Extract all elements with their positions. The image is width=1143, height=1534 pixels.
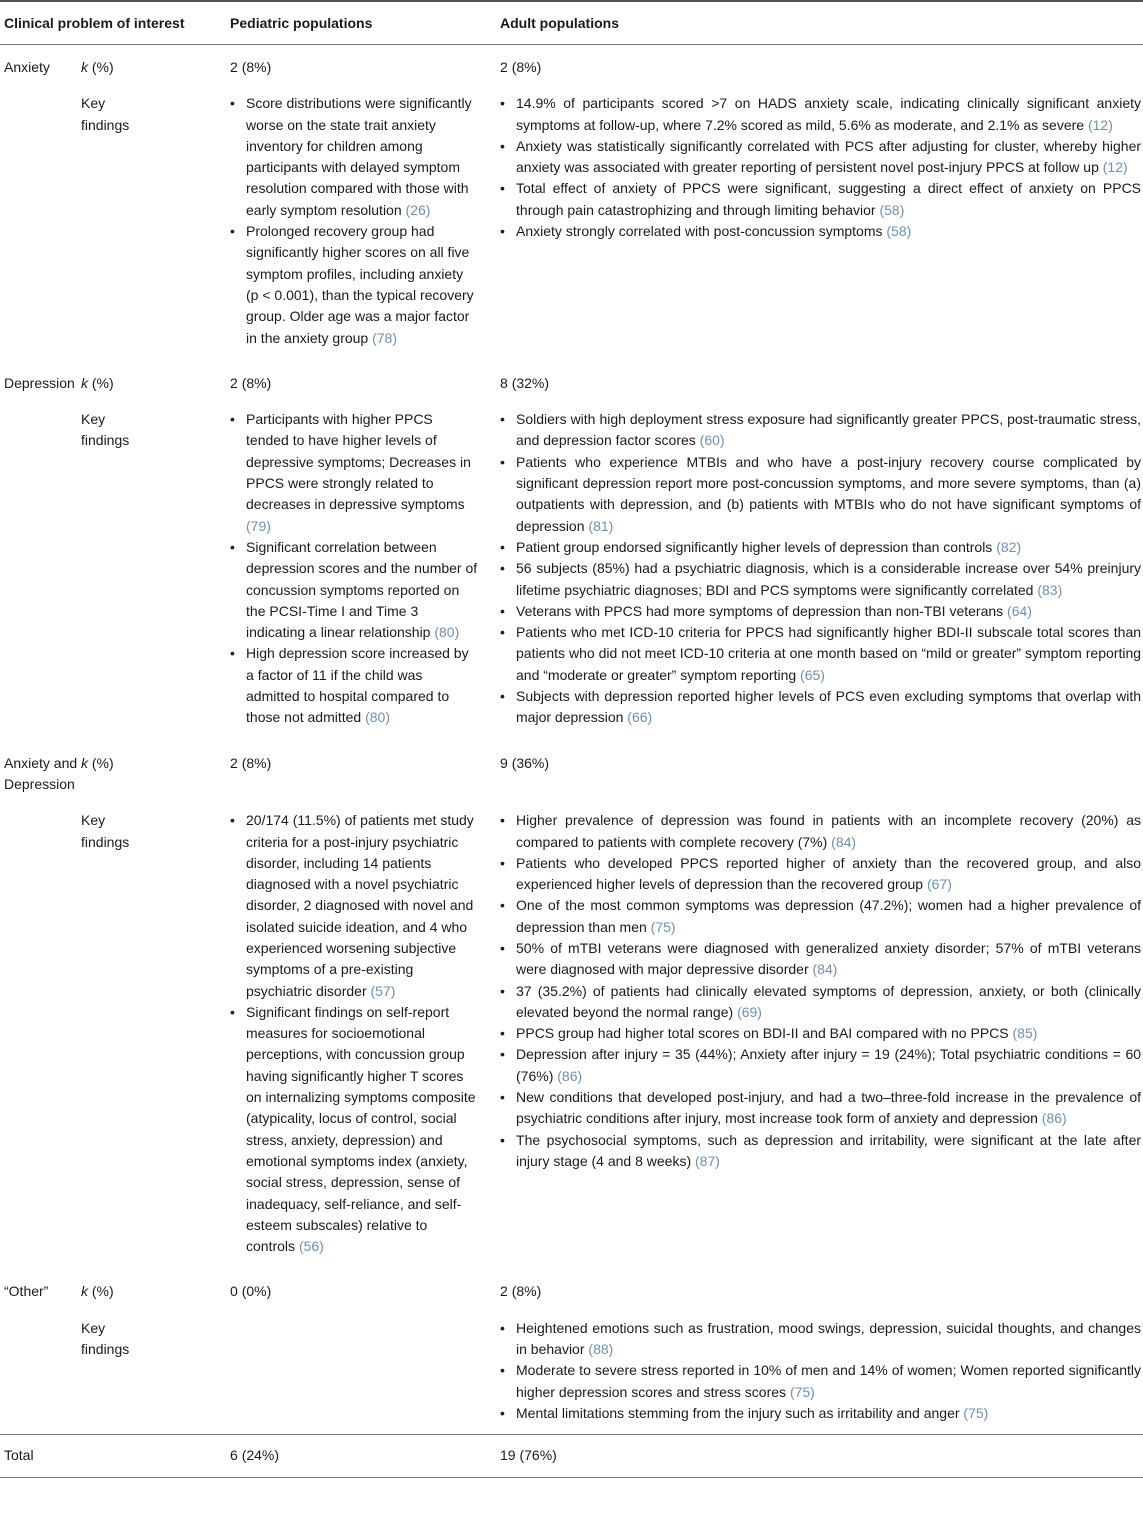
finding-item (500, 1023, 1141, 1044)
adult-findings-list (500, 409, 1141, 728)
finding-item (230, 810, 478, 1002)
empty-cell (0, 797, 78, 1267)
adult-findings (500, 396, 1143, 738)
finding-text: Patients who met ICD-10 criteria for PPCS had significantly higher BDI-II subscale total scores than patients who did not meet ICD-10 criteria at one month based on “mild or greater” symptom reporting and “moderate or greater” symptom reporting (516, 624, 1142, 683)
citation-ref: (66) (627, 709, 653, 726)
pediatric-findings-list (230, 409, 478, 728)
citation-ref: (56) (298, 1238, 324, 1255)
finding-text: 37 (35.2%) of patients had clinically elevated symptoms of depression, anxiety, or both (clinically elevated beyond the normal range) (516, 982, 1142, 1020)
header-pediatric: Pediatric populations (230, 1, 500, 45)
citation-ref: (83) (1037, 581, 1063, 598)
adult-k-value: 9 (36%) (500, 754, 550, 771)
k-symbol: k (81, 59, 88, 75)
pediatric-findings (230, 797, 500, 1267)
k-row (0, 1267, 1143, 1304)
finding-text: Patients who experience MTBIs and who have a post-injury recovery course complicated by significant depression report more post-concussion symptoms, and more severe symptoms, than (a) outpatients with depression, and (b) patients with MTBIs who do not have significant symptoms of depression (516, 453, 1142, 534)
finding-text: 20/174 (11.5%) of patients met study criteria for a post-injury psychiatric disorder, including 14 patients diagnosed with a novel psychiatric disorder, 2 diagnosed with novel and isolated suicide ideation, and 4 who experienced worsening subjective symptoms of a pre-existing psychiatric disorder (246, 812, 474, 999)
k-percent-label (81, 57, 114, 78)
finding-item (500, 622, 1141, 686)
k-percent-suffix: (%) (88, 374, 114, 391)
table-footer (0, 1435, 1143, 1477)
finding-text: Heightened emotions such as frustration, mood swings, depression, suicidal thoughts, and changes in behavior (516, 1319, 1142, 1358)
adult-k-value: 2 (8%) (500, 59, 542, 75)
key-findings-row (0, 80, 1143, 359)
finding-item (500, 1360, 1141, 1403)
k-row (0, 45, 1143, 81)
finding-item (500, 452, 1141, 537)
citation-ref: (81) (588, 517, 614, 534)
table-body (0, 45, 1143, 1435)
citation-ref: (65) (800, 666, 825, 683)
key-findings-label: Key findings (81, 411, 130, 449)
pediatric-findings (230, 1305, 500, 1435)
finding-item (500, 558, 1141, 601)
k-percent-label (81, 1281, 114, 1302)
finding-item (230, 93, 478, 221)
finding-text: 50% of mTBI veterans were diagnosed with generalized anxiety disorder; 57% of mTBI veterans were diagnosed with major depressive disorder (516, 939, 1142, 978)
finding-item (500, 601, 1141, 622)
key-findings-label: Key findings (81, 812, 130, 850)
finding-text: Patients who developed PPCS reported higher of anxiety than the recovered group, and also experienced higher levels of depression than the recovered group (516, 854, 1142, 893)
finding-text: Anxiety was statistically significantly correlated with PCS after adjusting for cluster, whereby higher anxiety was associated with greater reporting of persistent novel post-injury PPCS at follow up (516, 137, 1142, 176)
problem-label: Anxiety (4, 59, 50, 75)
finding-text: Subjects with depression reported higher levels of PCS even excluding symptoms that overlap with major depression (516, 688, 1142, 726)
k-percent-suffix: (%) (88, 754, 114, 771)
total-adult: 19 (76%) (500, 1435, 1143, 1477)
adult-k-value: 8 (32%) (500, 374, 550, 391)
header-clinical-problem: Clinical problem of interest (0, 1, 230, 45)
adult-findings (500, 797, 1143, 1267)
citation-ref: (86) (557, 1067, 583, 1084)
pediatric-findings-list (230, 810, 478, 1257)
finding-text: Higher prevalence of depression was found in patients with an incomplete recovery (20%) as compared to patients with complete recovery (7%) (516, 812, 1142, 850)
total-row (0, 1435, 1143, 1477)
pediatric-findings (230, 396, 500, 738)
finding-item (500, 178, 1141, 221)
citation-ref: (67) (926, 876, 952, 893)
citation-ref: (12) (1087, 116, 1113, 133)
finding-item (500, 1318, 1141, 1361)
pediatric-k-value: 2 (8%) (230, 374, 272, 391)
problem-label: Anxiety and Depression (4, 754, 78, 792)
finding-item (230, 1002, 478, 1258)
problem-label: Depression (4, 374, 75, 391)
pediatric-findings (230, 80, 500, 359)
finding-text: Anxiety strongly correlated with post-concussion symptoms (516, 223, 883, 240)
finding-item (500, 853, 1141, 896)
k-symbol: k (81, 754, 88, 771)
k-percent-label (81, 753, 114, 774)
key-findings-row (0, 396, 1143, 738)
k-symbol: k (81, 1283, 88, 1300)
adult-findings-list (500, 93, 1141, 242)
citation-ref: (26) (405, 201, 431, 218)
key-findings-label: Key findings (81, 95, 130, 133)
key-findings-row (0, 797, 1143, 1267)
finding-item (230, 537, 478, 643)
citation-ref: (87) (695, 1152, 720, 1169)
finding-text: Moderate to severe stress reported in 10% of men and 14% of women; Women reported significantly higher depression scores and stress scores (516, 1362, 1142, 1400)
finding-text: The psychosocial symptoms, such as depression and irritability, were significant at the late after injury stage (4 and 8 weeks) (516, 1131, 1142, 1169)
key-findings-label: Key findings (81, 1319, 130, 1358)
finding-text: Total effect of anxiety of PPCS were significant, suggesting a direct effect of anxiety on PPCS through pain catastrophizing and through limiting behavior (516, 180, 1142, 218)
finding-text: Depression after injury = 35 (44%); Anxiety after injury = 19 (24%); Total psychiatric conditions = 60 (76%) (516, 1046, 1142, 1084)
citation-ref: (86) (1041, 1110, 1067, 1127)
empty-cell (0, 1305, 78, 1435)
empty-cell (0, 396, 78, 738)
finding-item (500, 1130, 1141, 1173)
citation-ref: (78) (372, 329, 398, 346)
adult-findings (500, 80, 1143, 359)
k-percent-suffix: (%) (88, 1283, 114, 1300)
finding-item (500, 938, 1141, 981)
citation-ref: (58) (879, 201, 905, 218)
citation-ref: (88) (588, 1341, 614, 1358)
k-label (78, 45, 230, 81)
k-row (0, 359, 1143, 396)
citation-ref: (82) (996, 538, 1022, 555)
finding-text: PPCS group had higher total scores on BDI-II and BAI compared with no PPCS (516, 1025, 1009, 1042)
adult-k-value: 2 (8%) (500, 1283, 542, 1300)
finding-item (230, 221, 478, 349)
k-label (78, 739, 230, 798)
k-symbol: k (81, 374, 88, 391)
pediatric-findings-list (230, 93, 478, 349)
k-percent-label (81, 373, 114, 394)
finding-item (500, 221, 1141, 242)
citation-ref: (84) (831, 833, 857, 850)
finding-item (500, 93, 1141, 136)
citation-ref: (75) (963, 1404, 989, 1421)
k-percent-suffix: (%) (88, 59, 114, 75)
finding-text: Significant findings on self-report measures for socioemotional perceptions, with concussion group having significantly higher T scores on internalizing symptoms composite (atypicality, locus of control, social stress, anxiety, depression) and emotional symptoms index (anxiety, social stress, depression, sense of inadequacy, self-reliance, and self-esteem subscales) relative to controls (246, 1003, 476, 1255)
finding-text: Significant correlation between depression scores and the number of concussion symptoms reported on the PCSI-Time I and Time 3 indicating a linear relationship (246, 538, 478, 641)
finding-item (500, 1087, 1141, 1130)
citation-ref: (75) (789, 1383, 815, 1400)
finding-item (500, 810, 1141, 853)
citation-ref: (75) (650, 918, 676, 935)
citation-ref: (84) (812, 961, 838, 978)
adult-findings-list (500, 1318, 1141, 1424)
pediatric-k-value: 0 (0%) (230, 1283, 272, 1300)
k-label (78, 359, 230, 396)
finding-text: New conditions that developed post-injury, and had a two–three-fold increase in the prevalence of psychiatric conditions after injury, most increase took form of anxiety and depression (516, 1089, 1142, 1127)
finding-item (500, 981, 1141, 1024)
finding-text: Prolonged recovery group had significantly higher scores on all five symptom profiles, including anxiety (p < 0.001), than the typical recovery group. Older age was a major factor in the anxiety group (246, 223, 474, 346)
total-label: Total (0, 1435, 230, 1477)
finding-item (230, 643, 478, 728)
k-label (78, 1267, 230, 1304)
finding-text: High depression score increased by a factor of 11 if the child was admitted to hospital compared to those not admitted (246, 645, 469, 726)
finding-item (500, 686, 1141, 729)
citation-ref: (79) (246, 517, 271, 534)
finding-item (500, 136, 1141, 179)
citation-ref: (60) (699, 432, 725, 449)
table-header (0, 1, 1143, 45)
finding-text: Veterans with PPCS had more symptoms of depression than non-TBI veterans (516, 602, 1004, 619)
finding-item (500, 537, 1141, 558)
finding-item (500, 895, 1141, 938)
pediatric-k-value: 2 (8%) (230, 754, 272, 771)
citation-ref: (58) (886, 223, 912, 240)
citation-ref: (69) (737, 1003, 762, 1020)
key-findings-row (0, 1305, 1143, 1435)
finding-item (500, 409, 1141, 452)
finding-item (230, 409, 478, 537)
header-row (0, 1, 1143, 45)
finding-item (500, 1044, 1141, 1087)
citation-ref: (64) (1007, 602, 1032, 619)
citation-ref: (80) (434, 624, 460, 641)
finding-text: Score distributions were significantly worse on the state trait anxiety inventory for children among participants with delayed symptom resolution compared with those with early symptom resolution (246, 95, 472, 218)
header-adult: Adult populations (500, 1, 1143, 45)
total-pediatric: 6 (24%) (230, 1435, 500, 1477)
finding-text: One of the most common symptoms was depression (47.2%); women had a higher prevalence of depression than men (516, 897, 1142, 935)
citation-ref: (85) (1012, 1025, 1038, 1042)
citation-ref: (12) (1102, 159, 1128, 176)
empty-cell (0, 80, 78, 359)
finding-text: 56 subjects (85%) had a psychiatric diagnosis, which is a considerable increase over 54% preinjury lifetime psychiatric diagnoses; BDI and PCS symptoms were significantly correlated (516, 560, 1142, 598)
citation-ref: (80) (365, 709, 390, 726)
k-row (0, 739, 1143, 798)
finding-item (500, 1403, 1141, 1424)
citation-ref: (57) (370, 982, 396, 999)
finding-text: Soldiers with high deployment stress exposure had significantly greater PPCS, post-traumatic stress, and depression factor scores (516, 411, 1142, 449)
finding-text: Participants with higher PPCS tended to have higher levels of depressive symptoms; Decreases in PPCS were strongly related to decreases in depressive symptoms (246, 411, 471, 513)
finding-text: Mental limitations stemming from the injury such as irritability and anger (516, 1404, 960, 1421)
pediatric-k-value: 2 (8%) (230, 59, 272, 75)
adult-findings-list (500, 810, 1141, 1172)
problem-label: “Other” (4, 1283, 49, 1300)
adult-findings (500, 1305, 1143, 1435)
finding-text: 14.9% of participants scored >7 on HADS anxiety scale, indicating clinically significant anxiety symptoms at follow-up, where 7.2% scored as mild, 5.6% as moderate, and 2.1% as severe (516, 95, 1142, 133)
finding-text: Patient group endorsed significantly higher levels of depression than controls (516, 538, 993, 555)
